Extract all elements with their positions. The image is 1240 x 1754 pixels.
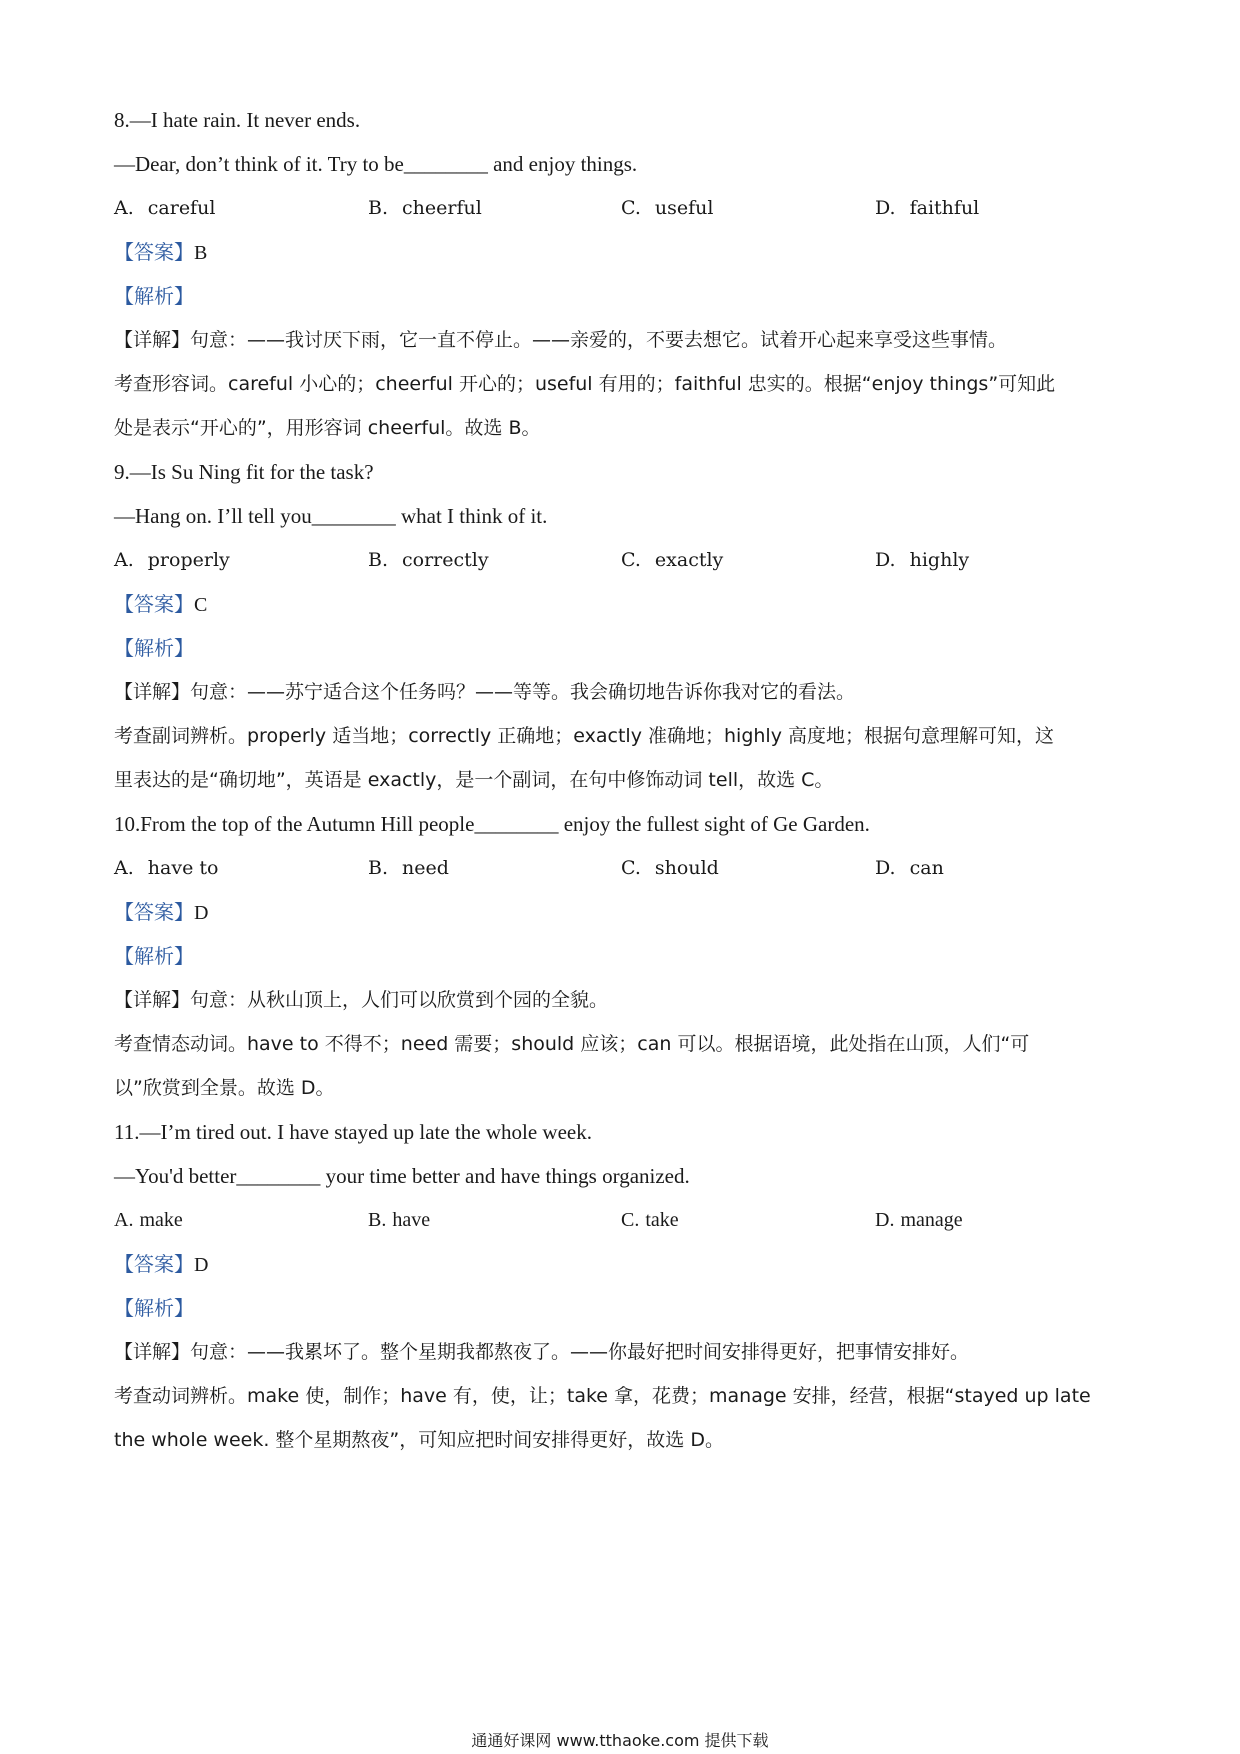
q9-line2: —Hang on. I’ll tell you________ what I think of it. [114,504,548,528]
q11-line2: —You'd better________ your time better and have things organized. [114,1164,690,1188]
q8-answer: 【答案】B [114,240,208,264]
q9-answer: 【答案】C [114,592,208,616]
q8-line1: 8.—I hate rain. It never ends. [114,108,361,132]
q8-detail-1: 【详解】句意：——我讨厌下雨，它一直不停止。——亲爱的，不要去想它。试着开心起来享受这些事情。 [114,329,1008,351]
q10-detail-1: 【详解】句意：从秋山顶上，人们可以欣赏到个园的全貌。 [114,989,609,1011]
q10-option-c: C. should [621,857,719,879]
q11-answer: 【答案】D [114,1252,209,1276]
answer-tag: 【答案】 [114,592,194,616]
q8-option-a: A. careful [114,197,216,219]
q11-detail-1: 【详解】句意：——我累坏了。整个星期我都熬夜了。——你最好把时间安排得更好，把事情安排好。 [114,1341,970,1363]
q11-analysis-tag: 【解析】 [114,1296,194,1320]
q8-analysis-tag: 【解析】 [114,284,194,308]
q9-option-a: A. properly [114,549,230,571]
q9-analysis-tag: 【解析】 [114,636,194,660]
q10-analysis-tag: 【解析】 [114,944,194,968]
q9-line1: 9.—Is Su Ning fit for the task? [114,460,374,484]
q10-line1: 10.From the top of the Autumn Hill people________ enjoy the fullest sight of Ge Garden. [114,812,870,836]
q9-detail-2: 考查副词辨析。properly 适当地；correctly 正确地；exactly 准确地；highly 高度地；根据句意理解可知，这 [114,725,1054,747]
answer-tag: 【答案】 [114,1252,194,1276]
q11-detail-3: the whole week. 整个星期熬夜”，可知应把时间安排得更好，故选 D。 [114,1429,724,1451]
q11-option-b: B. have [368,1209,431,1231]
q10-answer: 【答案】D [114,900,209,924]
page-footer: 通通好课网 www.tthaoke.com 提供下载 [471,1731,769,1750]
q10-detail-2: 考查情态动词。have to 不得不；need 需要；should 应该；can 可以。根据语境，此处指在山顶，人们“可 [114,1033,1030,1055]
q11-option-d: D. manage [875,1209,963,1231]
q8-option-d: D. faithful [875,197,980,219]
q11-detail-2: 考查动词辨析。make 使，制作；have 有，使，让；take 拿，花费；manage 安排，经营，根据“stayed up late [114,1385,1091,1407]
answer-tag: 【答案】 [114,240,194,264]
q8-detail-2: 考查形容词。careful 小心的；cheerful 开心的；useful 有用的；faithful 忠实的。根据“enjoy things”可知此 [114,373,1056,395]
q9-option-c: C. exactly [621,549,724,571]
q10-detail-3: 以”欣赏到全景。故选 D。 [114,1077,335,1099]
q10-option-d: D. can [875,857,944,879]
q9-option-d: D. highly [875,549,970,571]
q9-detail-3: 里表达的是“确切地”，英语是 exactly，是一个副词，在句中修饰动词 tell，故选 C。 [114,769,834,791]
q11-line1: 11.—I’m tired out. I have stayed up late the whole week. [114,1120,592,1144]
q10-option-b: B. need [368,857,449,879]
q9-option-b: B. correctly [368,549,489,571]
q8-detail-3: 处是表示“开心的”，用形容词 cheerful。故选 B。 [114,417,541,439]
answer-tag: 【答案】 [114,900,194,924]
q11-option-c: C. take [621,1209,679,1231]
q8-option-c: C. useful [621,197,714,219]
q10-option-a: A. have to [114,857,219,879]
q8-option-b: B. cheerful [368,197,482,219]
q8-line2: —Dear, don’t think of it. Try to be________ and enjoy things. [114,152,638,176]
q11-option-a: A. make [114,1209,183,1231]
q9-detail-1: 【详解】句意：——苏宁适合这个任务吗？——等等。我会确切地告诉你我对它的看法。 [114,681,856,703]
